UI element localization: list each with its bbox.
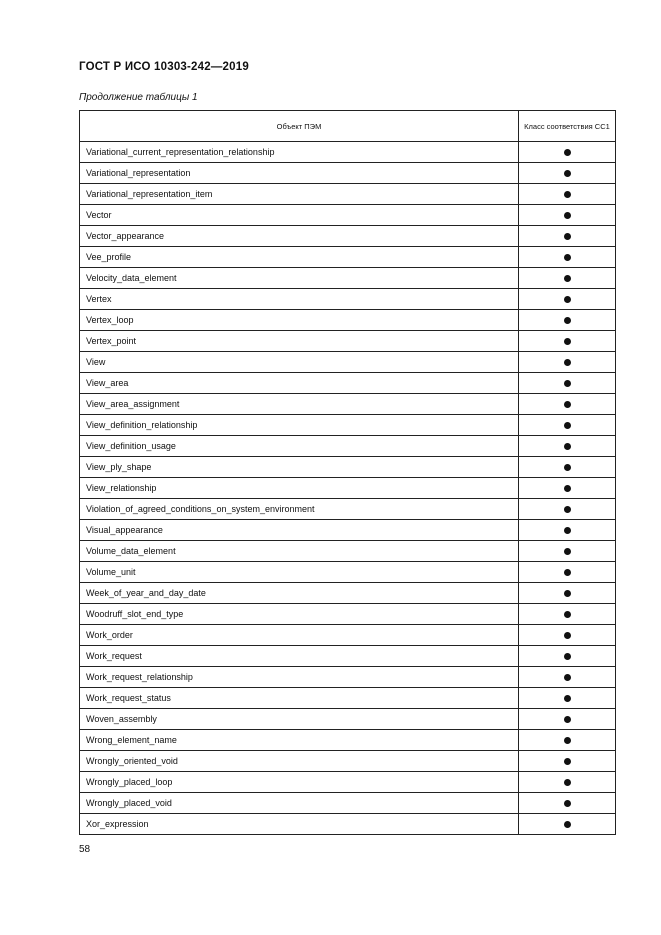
object-name-cell: Wrong_element_name — [80, 730, 519, 751]
filled-circle-icon — [564, 674, 571, 681]
column-header-object: Объект ПЭМ — [80, 111, 519, 142]
table-row — [80, 457, 616, 478]
table-row — [80, 373, 616, 394]
filled-circle-icon — [564, 485, 571, 492]
table-row — [80, 625, 616, 646]
filled-circle-icon — [564, 506, 571, 513]
filled-circle-icon — [564, 569, 571, 576]
object-name-cell: View — [80, 352, 519, 373]
object-name-cell: Woven_assembly — [80, 709, 519, 730]
object-name-cell: Variational_representation — [80, 163, 519, 184]
filled-circle-icon — [564, 548, 571, 555]
object-name-cell: Volume_data_element — [80, 541, 519, 562]
filled-circle-icon — [564, 233, 571, 240]
conformance-cell — [519, 352, 616, 373]
filled-circle-icon — [564, 695, 571, 702]
conformance-cell — [519, 331, 616, 352]
conformance-cell — [519, 478, 616, 499]
conformance-cell — [519, 457, 616, 478]
table-row — [80, 730, 616, 751]
filled-circle-icon — [564, 149, 571, 156]
object-name-cell: View_definition_relationship — [80, 415, 519, 436]
table-row — [80, 247, 616, 268]
table-row — [80, 478, 616, 499]
filled-circle-icon — [564, 338, 571, 345]
conformance-cell — [519, 583, 616, 604]
filled-circle-icon — [564, 254, 571, 261]
filled-circle-icon — [564, 191, 571, 198]
object-name-cell: Xor_expression — [80, 814, 519, 835]
filled-circle-icon — [564, 170, 571, 177]
conformance-cell — [519, 142, 616, 163]
table-row — [80, 268, 616, 289]
table-row — [80, 331, 616, 352]
filled-circle-icon — [564, 317, 571, 324]
filled-circle-icon — [564, 800, 571, 807]
table-row — [80, 499, 616, 520]
filled-circle-icon — [564, 716, 571, 723]
object-name-cell: View_relationship — [80, 478, 519, 499]
conformance-cell — [519, 814, 616, 835]
object-name-cell: View_definition_usage — [80, 436, 519, 457]
table-row — [80, 226, 616, 247]
table-row — [80, 142, 616, 163]
conformance-cell — [519, 436, 616, 457]
table-row — [80, 394, 616, 415]
filled-circle-icon — [564, 401, 571, 408]
column-header-class: Класс соответствия СС1 — [519, 111, 616, 142]
filled-circle-icon — [564, 653, 571, 660]
filled-circle-icon — [564, 296, 571, 303]
filled-circle-icon — [564, 758, 571, 765]
conformance-cell — [519, 709, 616, 730]
filled-circle-icon — [564, 359, 571, 366]
object-name-cell: View_ply_shape — [80, 457, 519, 478]
filled-circle-icon — [564, 527, 571, 534]
object-name-cell: Vertex — [80, 289, 519, 310]
conformance-cell — [519, 520, 616, 541]
pem-objects-table — [79, 110, 616, 835]
conformance-cell — [519, 268, 616, 289]
object-name-cell: Week_of_year_and_day_date — [80, 583, 519, 604]
table-row — [80, 163, 616, 184]
filled-circle-icon — [564, 590, 571, 597]
table-row — [80, 289, 616, 310]
object-name-cell: Vector — [80, 205, 519, 226]
conformance-cell — [519, 373, 616, 394]
object-name-cell: Work_request_relationship — [80, 667, 519, 688]
object-name-cell: View_area — [80, 373, 519, 394]
filled-circle-icon — [564, 212, 571, 219]
table-row — [80, 772, 616, 793]
table-row — [80, 541, 616, 562]
object-name-cell: Work_request_status — [80, 688, 519, 709]
table-row — [80, 562, 616, 583]
conformance-cell — [519, 499, 616, 520]
object-name-cell: View_area_assignment — [80, 394, 519, 415]
table-body — [80, 142, 616, 835]
filled-circle-icon — [564, 737, 571, 744]
conformance-cell — [519, 247, 616, 268]
conformance-cell — [519, 625, 616, 646]
conformance-cell — [519, 394, 616, 415]
page-number: 58 — [79, 844, 91, 855]
table-row — [80, 604, 616, 625]
conformance-cell — [519, 646, 616, 667]
conformance-cell — [519, 604, 616, 625]
conformance-cell — [519, 289, 616, 310]
object-name-cell: Vector_appearance — [80, 226, 519, 247]
object-name-cell: Wrongly_placed_void — [80, 793, 519, 814]
table-row — [80, 205, 616, 226]
table-row — [80, 793, 616, 814]
conformance-cell — [519, 310, 616, 331]
table-row — [80, 583, 616, 604]
object-name-cell: Variational_representation_item — [80, 184, 519, 205]
object-name-cell: Velocity_data_element — [80, 268, 519, 289]
filled-circle-icon — [564, 821, 571, 828]
table-row — [80, 520, 616, 541]
conformance-cell — [519, 415, 616, 436]
object-name-cell: Wrongly_placed_loop — [80, 772, 519, 793]
filled-circle-icon — [564, 611, 571, 618]
filled-circle-icon — [564, 464, 571, 471]
conformance-cell — [519, 688, 616, 709]
object-name-cell: Volume_unit — [80, 562, 519, 583]
conformance-cell — [519, 667, 616, 688]
conformance-cell — [519, 205, 616, 226]
table-row — [80, 646, 616, 667]
table-caption: Продолжение таблицы 1 — [79, 92, 198, 103]
table-row — [80, 436, 616, 457]
conformance-cell — [519, 751, 616, 772]
table-header-row — [80, 111, 616, 142]
object-name-cell: Work_order — [80, 625, 519, 646]
conformance-cell — [519, 226, 616, 247]
object-name-cell: Variational_current_representation_relationship — [80, 142, 519, 163]
table-row — [80, 688, 616, 709]
object-name-cell: Woodruff_slot_end_type — [80, 604, 519, 625]
conformance-cell — [519, 793, 616, 814]
filled-circle-icon — [564, 275, 571, 282]
object-name-cell: Work_request — [80, 646, 519, 667]
table-row — [80, 709, 616, 730]
filled-circle-icon — [564, 422, 571, 429]
table-row — [80, 667, 616, 688]
table-row — [80, 415, 616, 436]
object-name-cell: Vee_profile — [80, 247, 519, 268]
filled-circle-icon — [564, 779, 571, 786]
object-name-cell: Vertex_loop — [80, 310, 519, 331]
filled-circle-icon — [564, 632, 571, 639]
conformance-cell — [519, 730, 616, 751]
object-name-cell: Violation_of_agreed_conditions_on_system_environment — [80, 499, 519, 520]
filled-circle-icon — [564, 380, 571, 387]
table-row — [80, 751, 616, 772]
conformance-cell — [519, 541, 616, 562]
table-row — [80, 310, 616, 331]
object-name-cell: Wrongly_oriented_void — [80, 751, 519, 772]
document-title: ГОСТ Р ИСО 10303-242—2019 — [79, 61, 249, 73]
conformance-cell — [519, 562, 616, 583]
conformance-cell — [519, 772, 616, 793]
conformance-cell — [519, 184, 616, 205]
table-row — [80, 814, 616, 835]
filled-circle-icon — [564, 443, 571, 450]
table-row — [80, 352, 616, 373]
object-name-cell: Vertex_point — [80, 331, 519, 352]
object-name-cell: Visual_appearance — [80, 520, 519, 541]
table-row — [80, 184, 616, 205]
conformance-cell — [519, 163, 616, 184]
